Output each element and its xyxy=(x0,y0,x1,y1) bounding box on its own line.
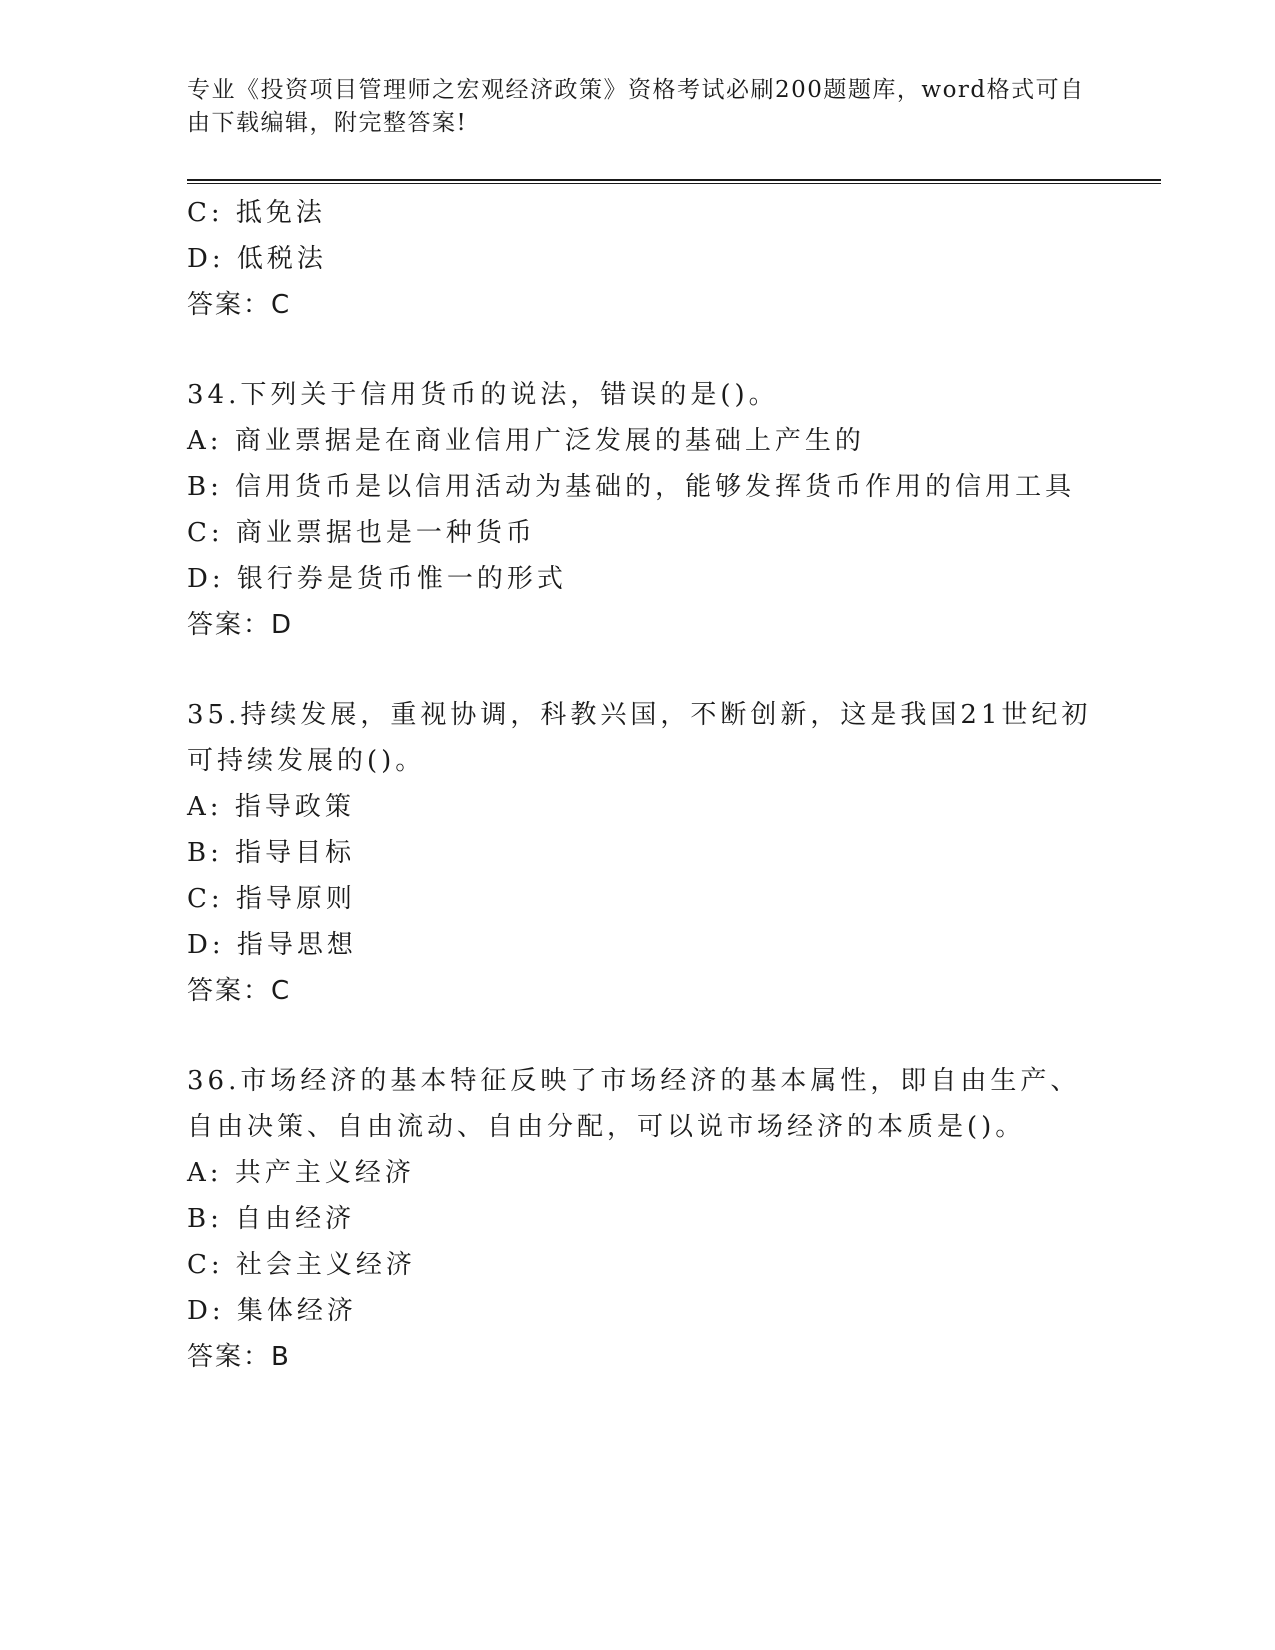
answer: 答案：B xyxy=(187,1342,291,1372)
option-c xyxy=(187,190,1107,236)
header-divider xyxy=(187,179,1161,184)
option-text: 指导政策 xyxy=(234,792,355,822)
option-a xyxy=(187,1150,1107,1196)
option-label: D: xyxy=(187,930,225,960)
option-label: B: xyxy=(187,1204,223,1234)
option-b xyxy=(187,1196,1107,1242)
option-label: B: xyxy=(187,838,223,868)
option-text: 指导目标 xyxy=(235,838,356,868)
option-label: A: xyxy=(187,1158,223,1188)
option-label: D: xyxy=(187,564,225,594)
option-c xyxy=(187,876,1107,922)
option-d xyxy=(187,556,1107,602)
question-36 xyxy=(187,1058,1107,1380)
option-text: 商业票据也是一种货币 xyxy=(235,518,536,548)
option-label: C: xyxy=(187,884,224,914)
option-d xyxy=(187,236,1107,282)
option-b xyxy=(187,464,1107,510)
carry-over-question xyxy=(187,190,1107,328)
option-label: A: xyxy=(187,426,223,456)
option-text: 抵免法 xyxy=(235,198,326,228)
answer: 答案：D xyxy=(187,610,294,640)
option-a xyxy=(187,418,1107,464)
question-stem: 34.下列关于信用货币的说法，错误的是()。 xyxy=(187,380,779,410)
option-label: D: xyxy=(187,244,225,274)
option-d xyxy=(187,1288,1107,1334)
option-c xyxy=(187,510,1107,556)
option-label: B: xyxy=(187,472,223,502)
option-label: C: xyxy=(187,1250,224,1280)
question-34 xyxy=(187,372,1107,648)
question-stem: 35.持续发展，重视协调，科教兴国，不断创新，这是我国21世纪初可持续发展的()。 xyxy=(187,700,1092,776)
answer: 答案：C xyxy=(187,290,292,320)
question-35 xyxy=(187,692,1107,1014)
option-text: 指导原则 xyxy=(235,884,356,914)
page-header xyxy=(187,74,1087,140)
option-text: 自由经济 xyxy=(235,1204,356,1234)
option-b xyxy=(187,830,1107,876)
option-text: 共产主义经济 xyxy=(234,1158,415,1188)
option-text: 商业票据是在商业信用广泛发展的基础上产生的 xyxy=(234,426,865,456)
option-label: C: xyxy=(187,518,224,548)
option-label: C: xyxy=(187,198,224,228)
option-c xyxy=(187,1242,1107,1288)
question-stem: 36.市场经济的基本特征反映了市场经济的基本属性，即自由生产、自由决策、自由流动、自由分配，可以说市场经济的本质是()。 xyxy=(187,1066,1081,1142)
answer: 答案：C xyxy=(187,976,292,1006)
option-a xyxy=(187,784,1107,830)
option-text: 集体经济 xyxy=(236,1296,357,1326)
document-body xyxy=(187,190,1107,1380)
option-text: 指导思想 xyxy=(236,930,357,960)
option-label: A: xyxy=(187,792,223,822)
option-text: 银行券是货币惟一的形式 xyxy=(236,564,567,594)
option-text: 社会主义经济 xyxy=(235,1250,416,1280)
option-d xyxy=(187,922,1107,968)
document-title: 专业《投资项目管理师之宏观经济政策》资格考试必刷200题题库，word格式可自由下载编辑，附完整答案! xyxy=(187,77,1085,136)
option-text: 信用货币是以信用活动为基础的，能够发挥货币作用的信用工具 xyxy=(235,472,1076,502)
option-text: 低税法 xyxy=(236,244,327,274)
option-label: D: xyxy=(187,1296,225,1326)
